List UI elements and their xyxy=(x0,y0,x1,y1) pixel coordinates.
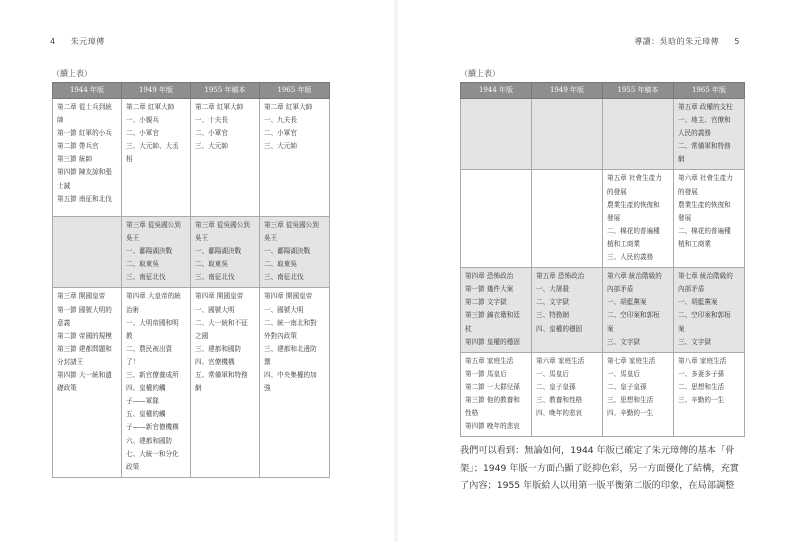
cell-line: 第四節 大一統和遺 xyxy=(57,371,112,380)
cell-line: 第四節 陳友諒和張 xyxy=(57,168,112,177)
cell-line: 三、大元帥、大丞 xyxy=(126,142,179,151)
cell-line: 第五節 南征和北伐 xyxy=(57,194,112,203)
cell-line: 二、常備軍和特務 xyxy=(678,142,731,151)
right-table-cell xyxy=(674,170,745,268)
left-page-number: 4 xyxy=(50,37,56,46)
left-header-cell: 1955 年稿本 xyxy=(191,83,260,99)
cell-line: 一、胡藍黨案 xyxy=(678,298,718,307)
cell-line: 第二章 紅軍大帥 xyxy=(195,103,244,111)
cell-line: 一、九夫長 xyxy=(264,116,297,125)
cell-line: 四、官僚機構 xyxy=(195,357,235,366)
cell-line: 一、國號大明 xyxy=(195,305,235,314)
right-table-cell xyxy=(532,99,603,170)
right-table-row xyxy=(461,170,745,268)
right-table-cell xyxy=(674,352,745,437)
cell-line: 三、大元帥 xyxy=(264,142,297,151)
left-book-title: 朱元璋傳 xyxy=(70,37,105,46)
cell-line: 第六章 家庭生活 xyxy=(536,356,585,365)
right-table-cell xyxy=(603,268,674,353)
left-table-row xyxy=(53,217,330,288)
cell-line: 四、中央集權的加 xyxy=(264,371,317,380)
cell-line: 二、農民被出賣 xyxy=(126,344,173,353)
cell-line: 二、小軍官 xyxy=(264,129,297,138)
left-table-row xyxy=(53,288,330,477)
cell-line: 網 xyxy=(195,384,202,393)
left-table-row xyxy=(53,99,330,217)
cell-line: 一、大明帝國和明 xyxy=(126,318,179,327)
cell-line: 第一節 紅軍的小兵 xyxy=(57,129,112,138)
cell-line: 二、統一南北和對 xyxy=(264,318,317,327)
cell-line: 農業生產的恢復和 xyxy=(678,200,731,209)
cell-line: 案 xyxy=(678,324,685,333)
cell-line: 二、空印案和郭桓 xyxy=(607,311,660,320)
cell-line: 三、文字獄 xyxy=(678,337,711,346)
cell-line: 一、地主、官僚和 xyxy=(678,116,731,125)
cell-line: 政策 xyxy=(126,462,140,471)
right-header-cell: 1955 年稿本 xyxy=(603,83,674,99)
cell-line: 一、胡藍黨案 xyxy=(607,298,647,307)
cell-line: 一、小親兵 xyxy=(126,116,159,125)
cell-line: 第四章 大皇帝的統 xyxy=(126,292,181,301)
cell-line: 三、建都和國防 xyxy=(195,344,242,353)
cell-line: 第三節 建都問題和 xyxy=(57,344,112,353)
cell-line: 內部矛盾 xyxy=(678,285,705,294)
cell-line: 的發展 xyxy=(607,187,627,196)
right-table-row xyxy=(461,268,745,353)
cell-line: 內部矛盾 xyxy=(607,285,634,294)
left-table-cell xyxy=(191,288,260,477)
cell-line: 第二節 帝國的規模 xyxy=(57,331,112,340)
cell-line: 六、建都和國防 xyxy=(126,436,173,445)
cell-line: 四、辛勤的一生 xyxy=(607,409,654,418)
cell-line: 意義 xyxy=(57,318,71,327)
cell-line: 第四章 恐怖政治 xyxy=(465,272,514,281)
cell-line: 礎政策 xyxy=(57,384,77,393)
cell-line: 三、南征北伐 xyxy=(126,273,166,282)
cell-line: 第六章 統治階級的 xyxy=(607,272,662,281)
right-header-cell: 1965 年版 xyxy=(674,83,745,99)
cell-line: 植和工商業 xyxy=(607,239,640,248)
left-table-body xyxy=(53,99,330,478)
cell-line: 案 xyxy=(607,324,614,333)
cell-line: 禦 xyxy=(264,357,271,366)
cell-line: 了！ xyxy=(126,357,140,366)
cell-line: 三、南征北伐 xyxy=(264,273,304,282)
cell-line: 一、馬皇后 xyxy=(607,369,640,378)
cell-line: 二、取東吳 xyxy=(195,260,228,269)
left-table-cell xyxy=(122,288,191,477)
cell-line: 第三章 從吳國公到 xyxy=(126,221,181,229)
cell-line: 第一節 馬皇后 xyxy=(465,369,507,378)
cell-line: 三、思想和生活 xyxy=(607,395,654,404)
cell-line: 二、皇子皇孫 xyxy=(536,382,576,391)
cell-line: 士誠 xyxy=(57,181,71,190)
body-paragraph xyxy=(460,442,745,495)
cell-line: 第三節 統帥 xyxy=(57,155,93,164)
right-table-row xyxy=(461,99,745,170)
cell-line: 一、鄱陽湖決戰 xyxy=(264,247,311,256)
left-table-cell xyxy=(260,288,330,477)
cell-line: 第四章 開國皇帝 xyxy=(195,292,244,301)
cell-line: 四、皇權的觸 xyxy=(126,384,166,393)
left-header-cell: 1965 年版 xyxy=(260,83,330,99)
right-page-number: 5 xyxy=(734,37,740,46)
paragraph-line: 架」；1949 年版一方面凸顯了貶抑色彩，另一方面優化了結構，充實 xyxy=(460,462,739,474)
cell-line: 第五章 政權的支柱 xyxy=(678,103,733,111)
cell-line: 發展 xyxy=(678,213,692,222)
cell-line: 第八章 家庭生活 xyxy=(678,356,727,365)
left-running-head xyxy=(50,36,105,47)
cell-line: 第二節 帶兵官 xyxy=(57,142,99,151)
cell-line: 三、教養和性格 xyxy=(536,395,583,404)
right-table-body xyxy=(461,99,745,437)
cell-line: 一、十夫長 xyxy=(195,116,228,125)
cell-line: 第五章 家庭生活 xyxy=(465,356,514,365)
right-continued-label: （續上表） xyxy=(460,69,500,78)
cell-line: 五、常備軍和特務 xyxy=(195,371,248,380)
cell-line: 第五章 社會生產力 xyxy=(607,174,662,183)
cell-line: 之國 xyxy=(195,331,209,340)
left-table-cell xyxy=(53,217,122,288)
right-table-cell xyxy=(603,99,674,170)
right-chapter-title: 導讀：吳晗的朱元璋傳 xyxy=(634,37,720,46)
cell-line: 吳王 xyxy=(264,234,278,243)
right-table-cell xyxy=(461,352,532,437)
right-table-cell xyxy=(674,268,745,353)
cell-line: 第四節 皇權的穩固 xyxy=(465,337,520,346)
right-table-header-row xyxy=(461,83,745,99)
cell-line: 三、大元帥 xyxy=(195,142,228,151)
cell-line: 的發展 xyxy=(678,187,698,196)
cell-line: 二、取東吳 xyxy=(126,260,159,269)
cell-line: 治術 xyxy=(126,305,140,314)
cell-line: 七、大統一和分化 xyxy=(126,449,179,458)
cell-line: 二、大一統和不征 xyxy=(195,318,248,327)
cell-line: 第二章 從士兵到統 xyxy=(57,103,112,111)
cell-line: 三、辛勤的一生 xyxy=(678,395,725,404)
cell-line: 三、南征北伐 xyxy=(195,273,235,282)
right-table-cell xyxy=(461,99,532,170)
cell-line: 性格 xyxy=(465,409,479,418)
left-comparison-table xyxy=(52,82,330,478)
paragraph-line: 我們可以看到：無論如何，1944 年版已確定了朱元璋傳的基本「骨 xyxy=(460,445,735,456)
cell-line: 第三章 開國皇帝 xyxy=(57,292,106,301)
cell-line: 四、晚年的悲哀 xyxy=(536,409,583,418)
cell-line: 第二章 紅軍大帥 xyxy=(264,103,313,111)
cell-line: 農業生產的恢復和 xyxy=(607,200,660,209)
cell-line: 二、取東吳 xyxy=(264,260,297,269)
left-continued-label: （續上表） xyxy=(52,69,92,78)
left-table-header-row xyxy=(53,83,330,99)
cell-line: 一、大屠殺 xyxy=(536,285,569,294)
cell-line: 分封諸王 xyxy=(57,357,84,366)
right-running-head xyxy=(634,36,740,47)
cell-line: 第五章 恐怖政治 xyxy=(536,272,585,281)
left-table-cell xyxy=(191,99,260,217)
left-table-cell xyxy=(122,217,191,288)
cell-line: 三、新官僚養成所 xyxy=(126,371,179,380)
cell-line: 人民的義務 xyxy=(678,129,711,138)
right-table-cell xyxy=(461,268,532,353)
cell-line: 二、棉花的普遍種 xyxy=(678,226,731,235)
cell-line: 二、皇子皇孫 xyxy=(607,382,647,391)
cell-line: 第一節 幾件大案 xyxy=(465,285,514,294)
cell-line: 第四節 晚年的悲哀 xyxy=(465,422,520,431)
right-table-cell xyxy=(603,170,674,268)
cell-line: 第二節 文字獄 xyxy=(465,298,507,307)
cell-line: 強 xyxy=(264,384,271,393)
cell-line: 子——軍隊 xyxy=(126,397,159,406)
right-table-cell xyxy=(532,352,603,437)
left-table-cell xyxy=(260,217,330,288)
cell-line: 一、馬皇后 xyxy=(536,369,569,378)
cell-line: 三、人民的義務 xyxy=(607,253,654,262)
cell-line: 三、文字獄 xyxy=(607,337,640,346)
cell-line: 五、皇權的觸 xyxy=(126,410,166,419)
cell-line: 二、棉花的普遍種 xyxy=(607,226,660,235)
cell-line: 一、鄱陽湖決戰 xyxy=(195,247,242,256)
right-table-cell xyxy=(532,268,603,353)
cell-line: 二、小軍官 xyxy=(195,129,228,138)
cell-line: 第三節 他的教養和 xyxy=(465,395,520,404)
right-comparison-table xyxy=(460,82,745,437)
left-table-cell xyxy=(53,288,122,477)
paragraph-line: 了內容；1955 年版給人以用第一版平衡第二版的印象，在局部調整 xyxy=(460,480,735,491)
cell-line: 第七章 家庭生活 xyxy=(607,356,656,365)
cell-line: 第六章 社會生產力 xyxy=(678,174,733,183)
cell-line: 第四章 開國皇帝 xyxy=(264,292,313,301)
cell-line: 外對內政策 xyxy=(264,331,297,340)
left-table-cell xyxy=(260,99,330,217)
cell-line: 三、建都和北邊防 xyxy=(264,344,317,353)
cell-line: 發展 xyxy=(607,213,621,222)
cell-line: 一、鄱陽湖決戰 xyxy=(126,247,173,256)
cell-line: 杖 xyxy=(465,324,472,333)
cell-line: 植和工商業 xyxy=(678,239,711,248)
cell-line: 第三節 錦衣衛和廷 xyxy=(465,311,520,320)
cell-line: 子——新官僚機構 xyxy=(126,423,179,432)
right-table-row xyxy=(461,352,745,437)
cell-line: 二、空印案和郭桓 xyxy=(678,311,731,320)
left-header-cell: 1944 年版 xyxy=(53,83,122,99)
cell-line: 第三章 從吳國公到 xyxy=(264,221,319,229)
cell-line: 吳王 xyxy=(126,234,140,243)
cell-line: 帥 xyxy=(57,116,64,125)
cell-line: 吳王 xyxy=(195,234,209,243)
right-header-cell: 1949 年版 xyxy=(532,83,603,99)
cell-line: 二、文字獄 xyxy=(536,298,569,307)
cell-line: 第二節 一大群兒孫 xyxy=(465,382,520,391)
cell-line: 四、皇權的穩固 xyxy=(536,324,583,333)
cell-line: 二、思想和生活 xyxy=(678,382,725,391)
cell-line: 相 xyxy=(126,155,133,164)
right-table-cell xyxy=(674,99,745,170)
left-header-cell: 1949 年版 xyxy=(122,83,191,99)
cell-line: 第二章 紅軍大帥 xyxy=(126,103,175,111)
page-fold-shadow xyxy=(393,0,399,542)
cell-line: 三、特務網 xyxy=(536,311,569,320)
cell-line: 網 xyxy=(678,155,685,164)
cell-line: 第七章 統治階級的 xyxy=(678,272,733,281)
cell-line: 教 xyxy=(126,331,133,340)
cell-line: 二、小軍官 xyxy=(126,129,159,138)
cell-line: 一、多妻多子孫 xyxy=(678,369,725,378)
right-table-cell xyxy=(532,170,603,268)
right-table-cell xyxy=(603,352,674,437)
right-table-cell xyxy=(461,170,532,268)
left-table-cell xyxy=(53,99,122,217)
left-table-cell xyxy=(191,217,260,288)
cell-line: 第三章 從吳國公到 xyxy=(195,221,250,229)
right-header-cell: 1944 年版 xyxy=(461,83,532,99)
left-table-cell xyxy=(122,99,191,217)
cell-line: 一、國號大明 xyxy=(264,305,304,314)
cell-line: 第一節 國號大明的 xyxy=(57,305,112,314)
